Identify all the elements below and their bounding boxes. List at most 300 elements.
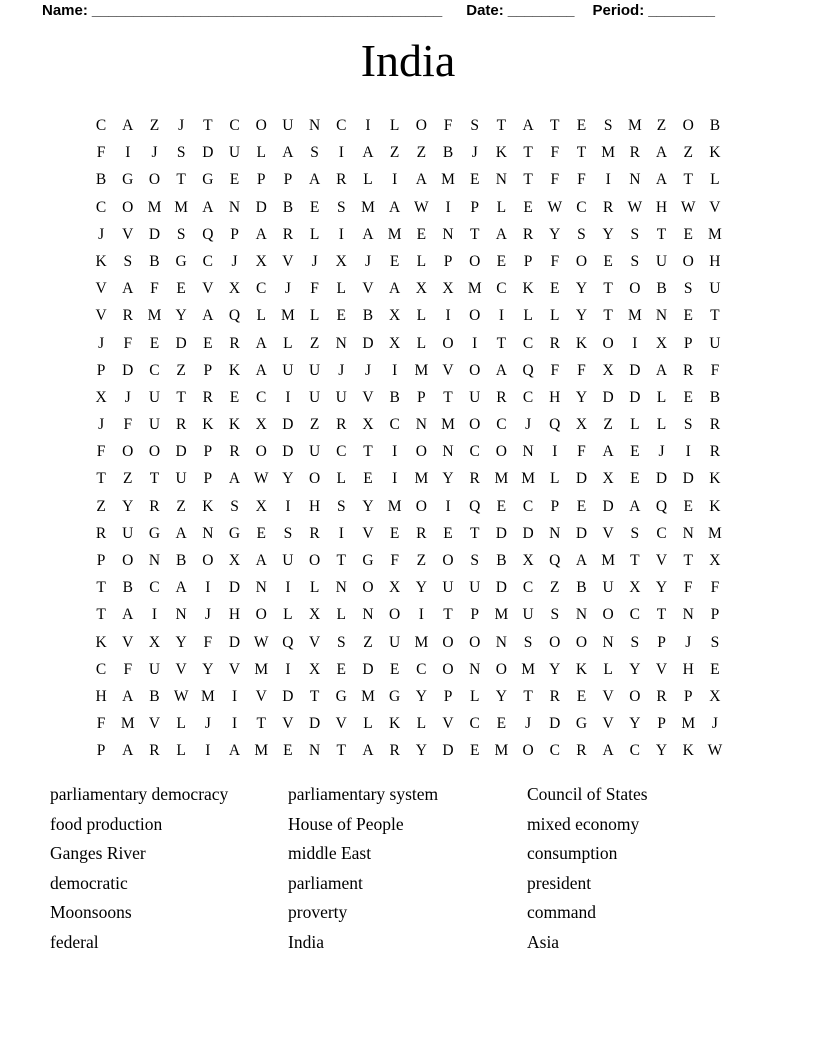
grid-letter: B [496,552,507,569]
grid-letter: V [175,660,187,678]
grid-letter: P [256,171,266,189]
grid-letter: M [494,606,509,624]
grid-letter: X [308,606,321,624]
grid-letter: J [98,416,105,434]
grid-letter: X [709,687,721,705]
grid-letter: S [176,144,186,162]
grid-letter: X [335,252,347,270]
grid-letter: P [657,715,666,733]
grid-letter: U [602,579,614,597]
grid-letter: Y [549,660,561,678]
grid-letter: D [228,579,241,597]
grid-letter: I [552,443,558,461]
grid-letter: L [416,715,427,733]
grid-letter: L [336,470,347,488]
grid-letter: L [176,742,186,760]
grid-letter: E [389,660,400,678]
grid-letter: G [228,524,241,542]
grid-letter: C [389,416,400,434]
word-list-item: Asia [527,931,560,952]
grid-letter: F [550,361,560,379]
grid-letter: P [96,552,106,569]
grid-letter: V [95,280,107,298]
grid-letter: B [576,579,587,597]
grid-letter: X [255,416,267,434]
grid-letter: P [443,252,453,270]
grid-letter: A [122,117,134,134]
grid-letter: Y [629,660,641,678]
grid-letter: W [414,198,429,216]
grid-letter: N [308,117,321,134]
grid-letter: R [629,144,641,162]
grid-letter: E [683,307,693,325]
grid-letter: Y [629,715,641,733]
grid-letter: A [122,742,134,760]
grid-letter: O [495,443,507,461]
grid-row [88,112,729,139]
grid-letter: Y [415,579,427,597]
grid-letter: L [389,117,400,134]
grid-letter: X [575,416,588,434]
grid-letter: K [202,416,214,434]
grid-letter: I [392,171,398,189]
grid-letter: O [522,742,534,760]
word-list-item: parliamentary system [288,784,439,804]
grid-letter: N [335,334,347,352]
grid-letter: T [683,171,693,189]
grid-letter: V [228,660,241,678]
grid-letter: P [710,606,720,624]
grid-letter: T [443,388,453,406]
grid-letter: A [655,144,668,162]
grid-letter: Y [575,388,588,406]
grid-letter: V [95,307,107,325]
grid-letter: Y [282,470,294,488]
grid-letter: D [549,715,561,733]
grid-letter: Z [96,497,106,515]
grid-letter: G [148,524,161,542]
grid-letter: U [709,334,721,352]
grid-letter: I [605,171,611,189]
grid-letter: O [415,497,427,515]
grid-letter: V [655,660,668,678]
grid-row [88,248,729,275]
grid-letter: T [256,715,266,733]
grid-letter: F [710,361,720,379]
grid-letter: G [389,687,401,705]
grid-letter: T [309,687,320,705]
grid-letter: N [202,524,214,542]
grid-letter: L [256,144,266,162]
grid-letter: M [494,470,509,488]
grid-letter: B [442,144,454,162]
grid-letter: O [682,117,694,134]
grid-letter: O [255,606,267,624]
grid-letter: U [148,660,161,678]
grid-letter: U [469,388,481,406]
grid-letter: E [256,524,266,542]
grid-letter: D [575,470,588,488]
grid-letter: D [602,497,614,515]
grid-letter: F [550,171,560,189]
grid-letter: O [308,470,321,488]
grid-letter: E [576,497,587,515]
grid-letter: P [683,334,693,352]
grid-letter: T [363,443,373,461]
grid-letter: B [656,280,667,298]
grid-letter: K [95,252,107,270]
grid-letter: T [496,117,507,134]
grid-letter: Z [176,361,186,379]
grid-letter: N [495,633,507,651]
grid-letter: I [285,579,291,597]
grid-letter: F [710,579,720,597]
word-list-item: command [527,902,597,923]
grid-letter: B [149,252,160,270]
grid-letter: X [415,280,427,298]
grid-letter: K [389,715,401,733]
grid-letter: D [175,443,187,461]
grid-letter: M [494,742,509,760]
grid-letter: O [469,307,481,325]
grid-letter: E [416,225,427,243]
grid-letter: T [683,552,693,569]
grid-letter: R [549,687,560,705]
grid-letter: M [627,117,642,134]
grid-letter: O [255,443,267,461]
grid-letter: W [707,742,723,760]
grid-row [88,601,729,628]
grid-letter: M [254,742,269,760]
grid-letter: U [308,443,321,461]
grid-letter: S [630,225,640,243]
grid-letter: L [656,416,667,434]
word-list-item: parliament [288,872,363,893]
grid-letter: I [231,715,238,733]
grid-letter: V [442,361,454,379]
grid-row [88,275,729,302]
grid-letter: N [148,552,161,569]
grid-letter: G [335,687,347,705]
grid-letter: R [282,225,294,243]
grid-letter: C [549,742,560,760]
grid-letter: O [469,633,481,651]
grid-letter: L [176,715,186,733]
grid-letter: X [522,552,534,569]
grid-letter: J [525,416,532,434]
grid-letter: Q [655,497,668,515]
grid-letter: S [283,524,293,542]
grid-letter: O [629,687,641,705]
grid-letter: O [308,552,321,569]
grid-letter: A [175,579,187,597]
grid-letter: C [469,715,480,733]
grid-letter: X [255,497,267,515]
grid-letter: K [95,633,107,651]
grid-letter: I [285,388,291,406]
grid-letter: X [362,416,374,434]
grid-letter: F [96,715,106,733]
grid-letter: V [335,715,347,733]
word-list-item: mixed economy [527,813,640,834]
grid-letter: M [708,225,722,243]
grid-letter: R [122,307,133,325]
grid-letter: F [203,633,213,651]
grid-letter: C [656,524,667,542]
grid-row [88,411,729,438]
grid-letter: S [176,225,186,243]
grid-letter: I [338,524,344,542]
grid-letter: D [255,198,267,216]
grid-letter: E [229,388,240,406]
grid-letter: K [228,416,241,434]
grid-letter: E [496,497,507,515]
grid-letter: P [417,388,426,406]
grid-letter: E [710,660,720,678]
grid-letter: Z [176,497,186,515]
word-list-item: Moonsoons [50,902,132,923]
name-label: Name: [42,2,88,19]
grid-letter: P [96,361,106,379]
grid-letter: N [415,416,427,434]
grid-letter: U [282,552,294,569]
grid-letter: I [205,742,211,760]
grid-letter: W [253,470,269,488]
grid-letter: A [389,280,401,298]
grid-letter: U [335,388,347,406]
grid-letter: J [685,633,692,651]
grid-letter: L [283,606,293,624]
grid-letter: U [308,388,321,406]
grid-letter: A [308,171,321,189]
grid-letter: S [336,633,346,651]
grid-letter: T [496,334,507,352]
grid-letter: W [253,633,269,651]
grid-letter: H [95,687,107,705]
grid-letter: I [285,497,291,515]
grid-letter: O [415,443,427,461]
grid-letter: C [336,443,347,461]
grid-letter: A [228,742,241,760]
grid-letter: E [336,660,347,678]
grid-letter: S [683,280,693,298]
grid-letter: C [95,117,107,134]
grid-letter: E [683,388,693,406]
grid-row [88,139,729,166]
grid-letter: J [311,252,318,270]
grid-letter: Q [522,361,534,379]
grid-letter: T [203,117,213,134]
grid-letter: L [309,307,320,325]
grid-letter: E [683,225,693,243]
grid-letter: V [122,633,134,651]
word-list-item: Ganges River [50,843,146,864]
grid-letter: R [389,742,400,760]
grid-letter: C [149,361,160,379]
grid-letter: P [657,633,666,651]
grid-letter: Y [602,225,614,243]
grid-letter: Y [415,742,427,760]
grid-letter: S [550,606,560,624]
grid-letter: C [95,198,107,216]
grid-letter: Z [656,117,667,134]
grid-letter: T [443,606,453,624]
grid-letter: A [522,117,534,134]
grid-letter: R [656,687,667,705]
grid-letter: O [362,579,374,597]
word-list-item: president [527,872,592,893]
grid-letter: I [338,144,344,162]
grid-letter: Z [389,144,400,162]
grid-letter: J [204,715,211,733]
grid-letter: E [229,171,240,189]
grid-letter: N [495,171,507,189]
grid-letter: B [149,687,160,705]
grid-letter: H [549,388,561,406]
grid-letter: D [202,144,214,162]
grid-letter: J [151,144,158,162]
grid-letter: S [336,198,346,216]
grid-row [88,357,729,384]
grid-letter: F [123,416,133,434]
grid-letter: O [469,252,481,270]
grid-letter: K [575,334,588,352]
grid-letter: N [602,633,614,651]
grid-letter: E [523,198,533,216]
word-list-item: House of People [288,813,404,834]
grid-letter: T [96,579,106,597]
grid-letter: B [175,552,187,569]
grid-row [88,547,729,574]
grid-letter: J [364,252,371,270]
grid-letter: T [630,552,640,569]
grid-row [88,737,729,764]
grid-letter: A [389,198,401,216]
grid-letter: N [228,198,241,216]
grid-letter: B [122,579,133,597]
grid-letter: Y [655,579,668,597]
grid-letter: P [683,687,693,705]
grid-letter: F [550,144,560,162]
grid-letter: A [122,606,134,624]
grid-letter: T [149,470,160,488]
grid-letter: D [682,470,694,488]
grid-letter: O [442,660,454,678]
grid-letter: O [148,443,161,461]
grid-letter: K [495,144,507,162]
grid-letter: L [283,334,293,352]
grid-letter: M [361,198,375,216]
grid-letter: T [469,524,480,542]
grid-letter: L [256,307,266,325]
grid-letter: K [709,470,721,488]
grid-letter: J [471,144,478,162]
grid-letter: O [602,606,614,624]
grid-letter: E [576,687,587,705]
grid-letter: K [709,497,721,515]
grid-letter: X [148,633,161,651]
grid-letter: Z [416,144,427,162]
grid-letter: L [363,171,373,189]
grid-letter: U [148,388,161,406]
worksheet-header [42,2,796,19]
grid-letter: J [124,388,131,406]
grid-letter: J [284,280,291,298]
grid-letter: Y [122,497,134,515]
grid-letter: L [309,225,320,243]
grid-letter: Y [575,280,588,298]
grid-letter: L [550,307,560,325]
name-blank-line: __________________________________________ [91,2,443,19]
grid-letter: A [575,552,588,569]
grid-row [88,493,729,520]
word-list-item: democratic [50,872,128,893]
grid-letter: N [175,606,187,624]
grid-letter: I [285,660,291,678]
grid-letter: R [416,524,427,542]
grid-letter: R [469,470,480,488]
grid-letter: E [576,117,587,134]
grid-row [88,520,729,547]
word-list-column [50,780,288,958]
grid-letter: N [575,606,588,624]
grid-letter: D [522,524,534,542]
grid-letter: M [627,307,642,325]
grid-letter: Z [363,633,373,651]
grid-letter: A [255,334,267,352]
grid-letter: U [122,524,134,542]
grid-letter: P [470,606,480,624]
grid-letter: S [710,633,720,651]
grid-letter: A [255,361,267,379]
grid-letter: D [495,524,507,542]
grid-letter: W [547,198,563,216]
grid-letter: R [576,742,587,760]
grid-letter: L [363,715,373,733]
grid-letter: V [255,687,267,705]
grid-letter: S [603,117,613,134]
grid-letter: Y [415,687,427,705]
grid-letter: D [495,579,507,597]
grid-letter: Y [202,660,214,678]
grid-letter: M [414,633,429,651]
grid-letter: R [149,742,160,760]
grid-letter: E [203,334,213,352]
grid-row [88,656,729,683]
grid-row [88,221,729,248]
grid-letter: A [415,171,427,189]
page-title: India [360,35,456,86]
grid-letter: V [362,388,374,406]
grid-letter: C [469,443,480,461]
grid-letter: J [364,361,371,379]
grid-letter: E [336,307,347,325]
grid-letter: S [310,144,319,162]
grid-letter: M [120,715,135,733]
grid-letter: Q [282,633,294,651]
grid-letter: A [255,225,267,243]
grid-letter: K [575,660,588,678]
grid-letter: U [522,606,534,624]
grid-letter: D [308,715,321,733]
grid-letter: A [228,470,241,488]
grid-letter: U [282,117,294,134]
grid-letter: X [442,280,454,298]
grid-letter: B [389,388,400,406]
grid-letter: J [658,443,665,461]
grid-letter: G [575,715,588,733]
grid-letter: I [125,144,131,162]
